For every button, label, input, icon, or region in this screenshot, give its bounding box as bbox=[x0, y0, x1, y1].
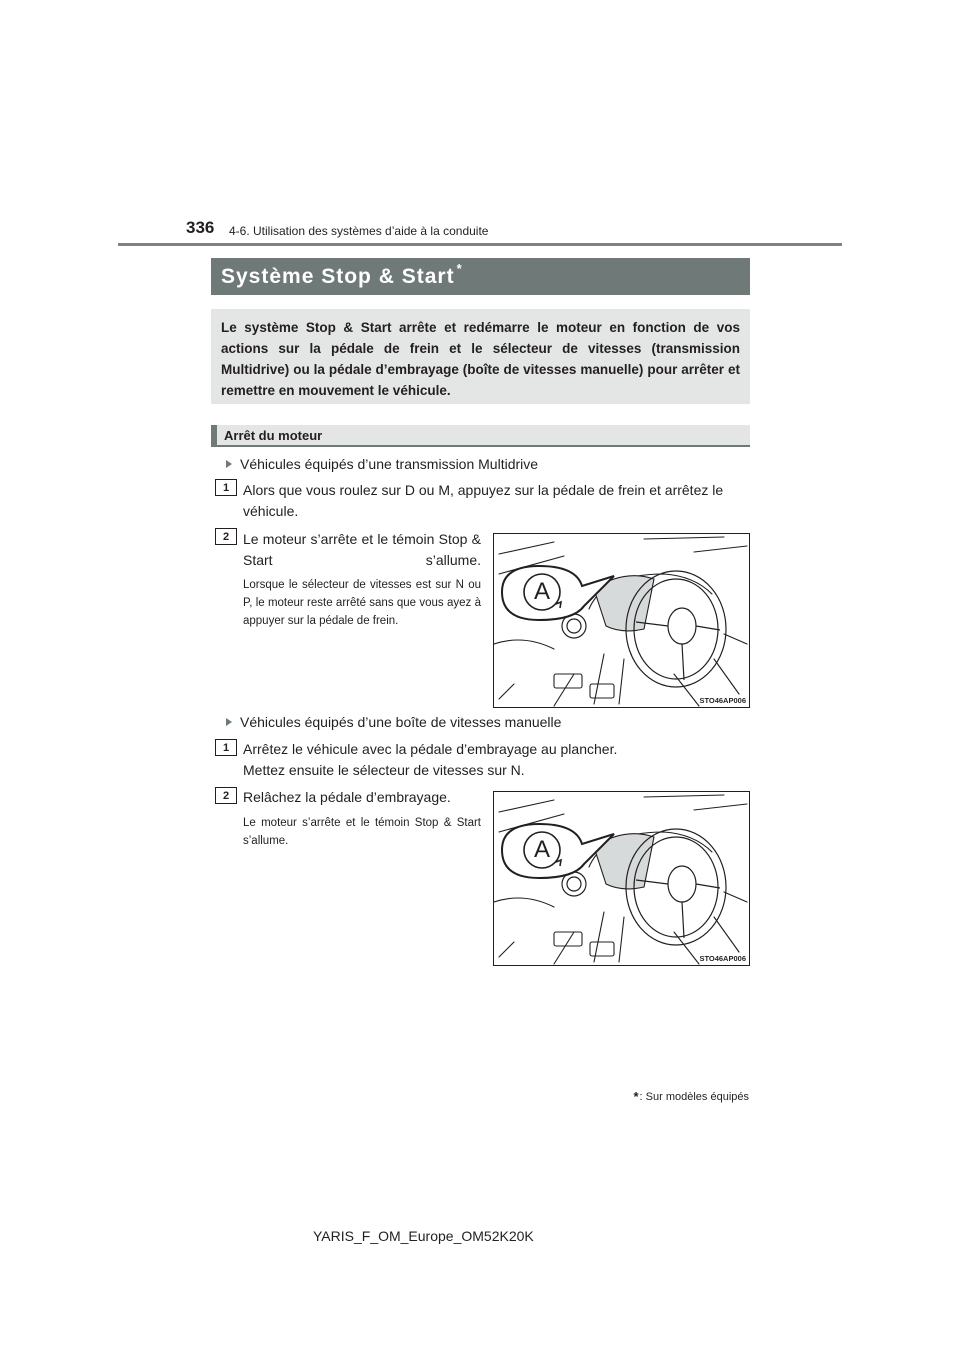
step-text: Mettez ensuite le sélecteur de vitesses sur N. bbox=[243, 762, 525, 778]
triangle-bullet-icon bbox=[226, 718, 232, 726]
dashboard-illustration bbox=[493, 791, 750, 966]
footnote-star: * bbox=[633, 1089, 639, 1104]
footnote bbox=[633, 1089, 749, 1104]
callout-bubble bbox=[502, 566, 614, 620]
footer-document-code: YARIS_F_OM_Europe_OM52K20K bbox=[313, 1228, 534, 1244]
condition-manual bbox=[226, 714, 561, 730]
triangle-bullet-icon bbox=[226, 460, 232, 468]
subheading-text: Arrêt du moteur bbox=[224, 427, 323, 443]
callout-label: A bbox=[534, 836, 551, 863]
step-text: Le moteur s’arrête et le témoin Stop & Start s’allume. bbox=[243, 531, 481, 568]
dashboard-illustration bbox=[493, 533, 750, 708]
condition-multidrive bbox=[226, 456, 538, 472]
title-asterisk: * bbox=[456, 261, 462, 276]
step-number-box: 2 bbox=[215, 787, 237, 804]
footnote-text: : Sur modèles équipés bbox=[639, 1090, 749, 1103]
condition-text: Véhicules équipés d’une transmission Multidrive bbox=[240, 456, 539, 472]
step-number-box: 2 bbox=[215, 528, 237, 545]
section-title: 4-6. Utilisation des systèmes d’aide à la conduite bbox=[229, 224, 489, 238]
subheading-arret-moteur bbox=[211, 425, 750, 447]
page-number: 336 bbox=[186, 218, 215, 237]
page-title: Système Stop & Start bbox=[221, 264, 455, 288]
step-note: Lorsque le sélecteur de vitesses est sur N ou P, le moteur reste arrêté sans que vous ayez à appuyer sur la pédale de frein. bbox=[243, 579, 481, 627]
step-text: Alors que vous roulez sur D ou M, appuyez sur la pédale de frein et arrêtez le véhicule. bbox=[243, 482, 724, 519]
callout-label: A bbox=[534, 578, 551, 605]
figure-code: STO46AP006 bbox=[699, 954, 746, 963]
condition-text: Véhicules équipés d’une boîte de vitesses manuelle bbox=[240, 714, 562, 730]
figure-code: STO46AP006 bbox=[699, 696, 746, 705]
intro-box: Le système Stop & Start arrête et redémarre le moteur en fonction de vos actions sur la pédale de frein et le sélecteur de vitesses (transmission Multidrive) ou la pédale d’embrayage (boîte de vitesses manuelle) pour arrêter et remettre en mouvement le véhicule. bbox=[211, 309, 750, 404]
step-number-box: 1 bbox=[215, 739, 237, 756]
header-rule bbox=[118, 243, 842, 246]
callout-bubble bbox=[502, 824, 614, 878]
step-number-box: 1 bbox=[215, 479, 237, 496]
page-title-bar bbox=[211, 258, 750, 295]
step-text: Arrêtez le véhicule avec la pédale d’embrayage au plancher. bbox=[243, 741, 618, 757]
step-note: Le moteur s’arrête et le témoin Stop & Start s’allume. bbox=[243, 817, 481, 847]
step-text: Relâchez la pédale d’embrayage. bbox=[243, 789, 451, 805]
